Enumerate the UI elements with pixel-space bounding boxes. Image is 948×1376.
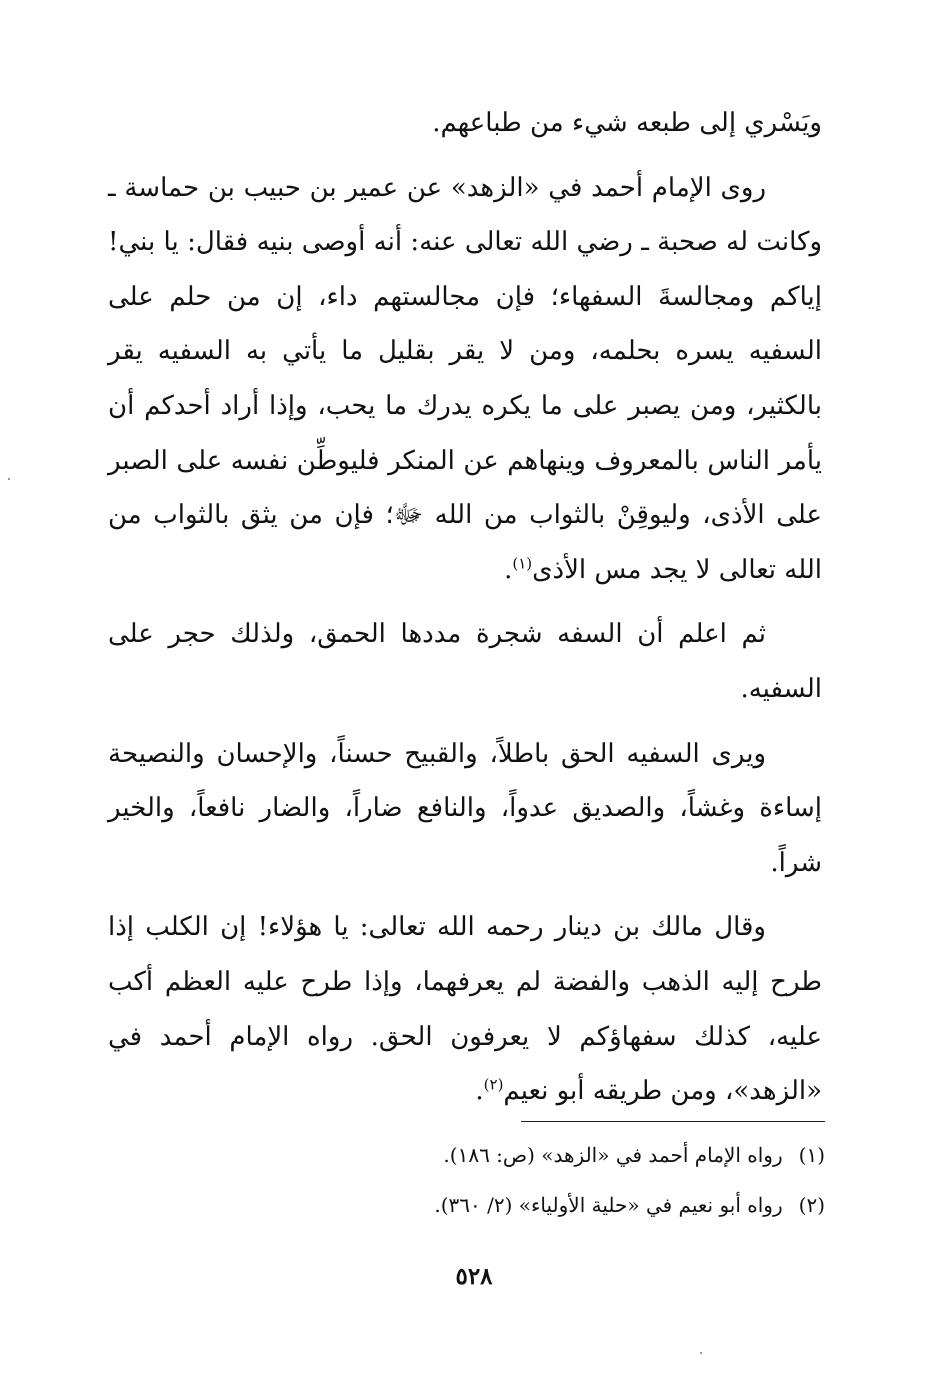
paragraph-fool-sees (108, 727, 822, 891)
paragraph-malik-quote (108, 900, 822, 1118)
footnote-number: (١) (798, 1143, 825, 1167)
footnote-2 (300, 1190, 825, 1220)
paragraph-continuation (108, 96, 822, 151)
paragraph-tail: . (504, 554, 513, 585)
footnote-text: رواه الإمام أحمد في «الزهد» (ص: ١٨٦). (443, 1143, 783, 1167)
scan-speck (8, 478, 10, 480)
footnote-text: رواه أبو نعيم في «حلية الأولياء» (٢/ ٣٦٠). (434, 1193, 783, 1217)
body-text (108, 96, 822, 1129)
footnote-reference-1[interactable]: (١) (512, 554, 533, 573)
footnote-number: (٢) (798, 1193, 825, 1217)
footnotes (300, 1140, 825, 1240)
paragraph-ahmad-narration (108, 161, 822, 598)
paragraph-text: ثم اعلم أن السفه شجرة مددها الحمق، ولذلك حجر على السفيه. (108, 619, 822, 704)
paragraph-tail: . (475, 1076, 484, 1107)
paragraph-text: روى الإمام أحمد في «الزهد» عن عمير بن حبيب بن حماسة ـ وكانت له صحبة ـ رضي الله تعالى عنه: أنه أوصى بنيه فقال: يا بني! إياكم ومجالسةَ السفهاء؛ فإن مجالستهم داء، إن من حلم على السفيه يسره بحلمه، ومن لا يقر بقليل ما يأتي به السفيه يقر بالكثير، ومن يصبر على ما يكره يدرك ما يحب، وإذا أراد أحدكم أن يأمر الناس بالمعروف وينهاهم عن المنكر فليوطِّن نفسه على الصبر على الأذى، وليوقِنْ بالثواب من الله ﷻ؛ فإن من يثق بالثواب من الله تعالى لا يجد مس الأذى (108, 172, 823, 585)
paragraph-text: وقال مالك بن دينار رحمه الله تعالى: يا هؤلاء! إن الكلب إذا طرح إليه الذهب والفضة لم يعرفهما، وإذا طرح عليه العظم أكب عليه، كذلك سفهاؤكم لا يعرفون الحق. رواه الإمام أحمد في «الزهد»، ومن طريقه أبو نعيم (108, 912, 822, 1107)
scan-speck (700, 1352, 702, 1354)
paragraph-foolishness-tree (108, 607, 822, 716)
paragraph-text: ويرى السفيه الحق باطلاً، والقبيح حسناً، والإحسان والنصيحة إساءة وغشاً، والصديق عدواً، والنافع ضاراً، والضار نافعاً، والخير شراً. (108, 738, 822, 878)
footnote-reference-2[interactable]: (٢) (483, 1075, 504, 1094)
paragraph-text: ويَسْري إلى طبعه شيء من طباعهم. (432, 108, 822, 138)
footnote-separator (521, 1121, 825, 1122)
footnote-1 (300, 1140, 825, 1170)
page-number: ٥٢٨ (455, 1263, 493, 1290)
